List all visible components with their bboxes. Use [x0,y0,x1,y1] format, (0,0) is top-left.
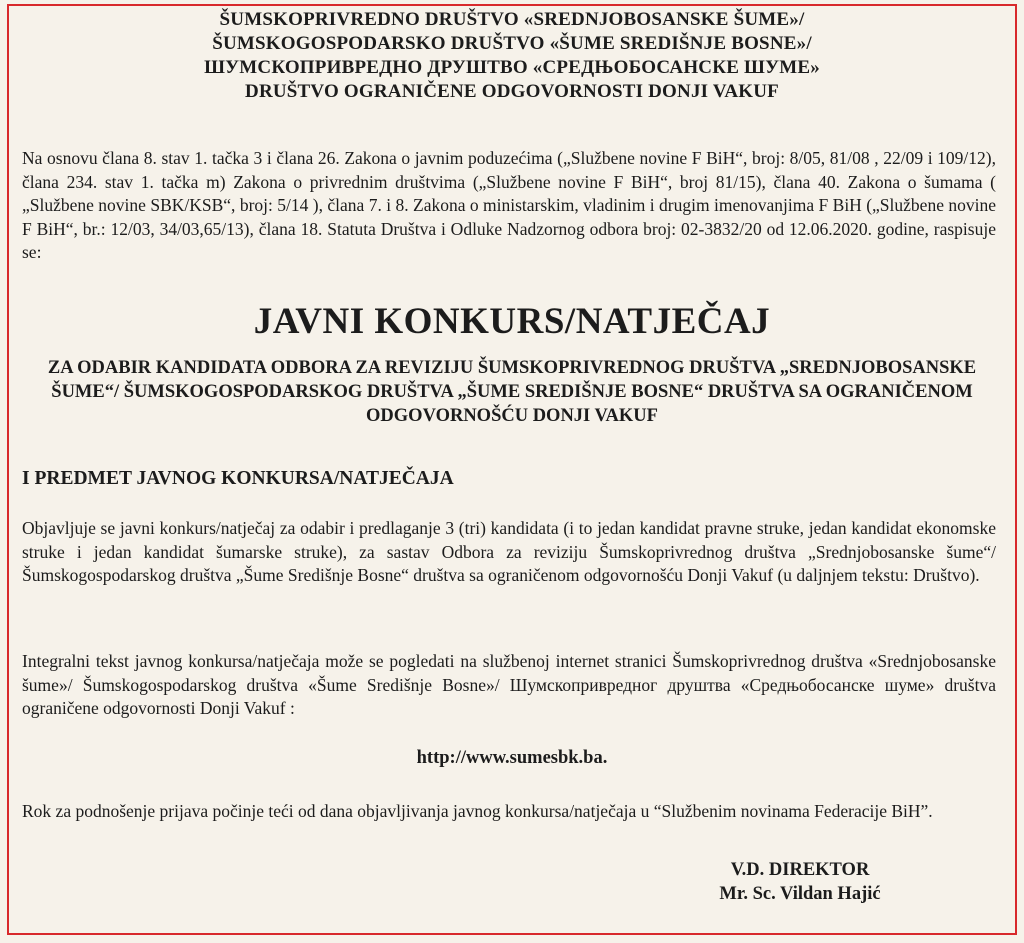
signature-block [640,858,960,906]
header-line-2: ŠUMSKOGOSPODARSKO DRUŠTVO «ŠUME SREDIŠNJE BOSNE»/ [212,33,812,54]
header-line-3: ШУМСКОПРИВРЕДНО ДРУШТВО «СРЕДЊОБОСАНСКЕ ШУМЕ» [204,57,820,78]
signature-title: V.D. DIREKTOR [730,860,870,880]
subject-paragraph: Objavljuje se javni konkurs/natječaj za odabir i predlaganje 3 (tri) kandidata (i to jedan kandidat pravne struke, jedan kandidat ekonomske struke i jedan kandidat šumarske struke), za sastav Odbora za reviziju Šumskoprivrednog društva „Srednjobosanske šume“/ Šumskogospodarskog društva „Šume Središnje Bosne“ društva sa ograničenom odgovornošću Donji Vakuf (u daljnjem tekstu: Društvo). [22,518,996,586]
website-link[interactable]: http://www.sumesbk.ba. [416,748,608,768]
company-header [0,8,1024,104]
header-line-4: DRUŠTVO OGRANIČENE ODGOVORNOSTI DONJI VAKUF [245,81,779,102]
legal-basis-paragraph: Na osnovu člana 8. stav 1. tačka 3 i člana 26. Zakona o javnim poduzećima („Službene novine F BiH“, broj: 8/05, 81/08 , 22/09 i 109/12), člana 234. stav 1. tačka m) Zakona o privrednim društvima („Službene novine F BiH“, broj 81/15), člana 40. Zakona o šumama ( „Službene novine SBK/KSB“, broj: 5/14 ), člana 7. i 8. Zakona o ministarskim, vladinim i drugim imenovanjima F BiH („Službene novine F BiH“, br.: 12/03, 34/03,65/13), člana 18. Statuta Društva i Odluke Nadzornog odbora broj: 02-3832/20 od 12.06.2020. godine, raspisuje se: [22,148,996,263]
header-line-1: ŠUMSKOPRIVREDNO DRUŠTVO «SREDNJOBOSANSKE ŠUME»/ [219,9,805,30]
page-subtitle: ZA ODABIR KANDIDATA ODBORA ZA REVIZIJU ŠUMSKOPRIVREDNOG DRUŠTVA „SREDNJOBOSANSKE ŠUME“/ ŠUMSKOGOSPODARSKOG DRUŠTVA „ŠUME SREDIŠNJE BOSNE“ DRUŠTVA SA OGRANIČENOM ODGOVORNOŠĆU DONJI VAKUF [47,358,977,426]
signature-name: Mr. Sc. Vildan Hajić [719,884,881,904]
deadline-paragraph: Rok za podnošenje prijava počinje teći od dana objavljivanja javnog konkursa/natječaja u “Službenim novinama Federacije BiH”. [22,801,933,821]
page-title: JAVNI KONKURS/NATJEČAJ [253,301,771,342]
integral-text-paragraph: Integralni tekst javnog konkursa/natječaja može se pogledati na službenoj internet stranici Šumskoprivrednog društva «Srednjobosanske šume»/ Šumskogospodarskog društva «Šume Središnje Bosne»/ Шумскопривредног друштва «Средњобосанске шуме» društva ograničene odgovornosti Donji Vakuf : [22,651,996,719]
section-heading: I PREDMET JAVNOG KONKURSA/NATJEČAJA [22,468,454,489]
